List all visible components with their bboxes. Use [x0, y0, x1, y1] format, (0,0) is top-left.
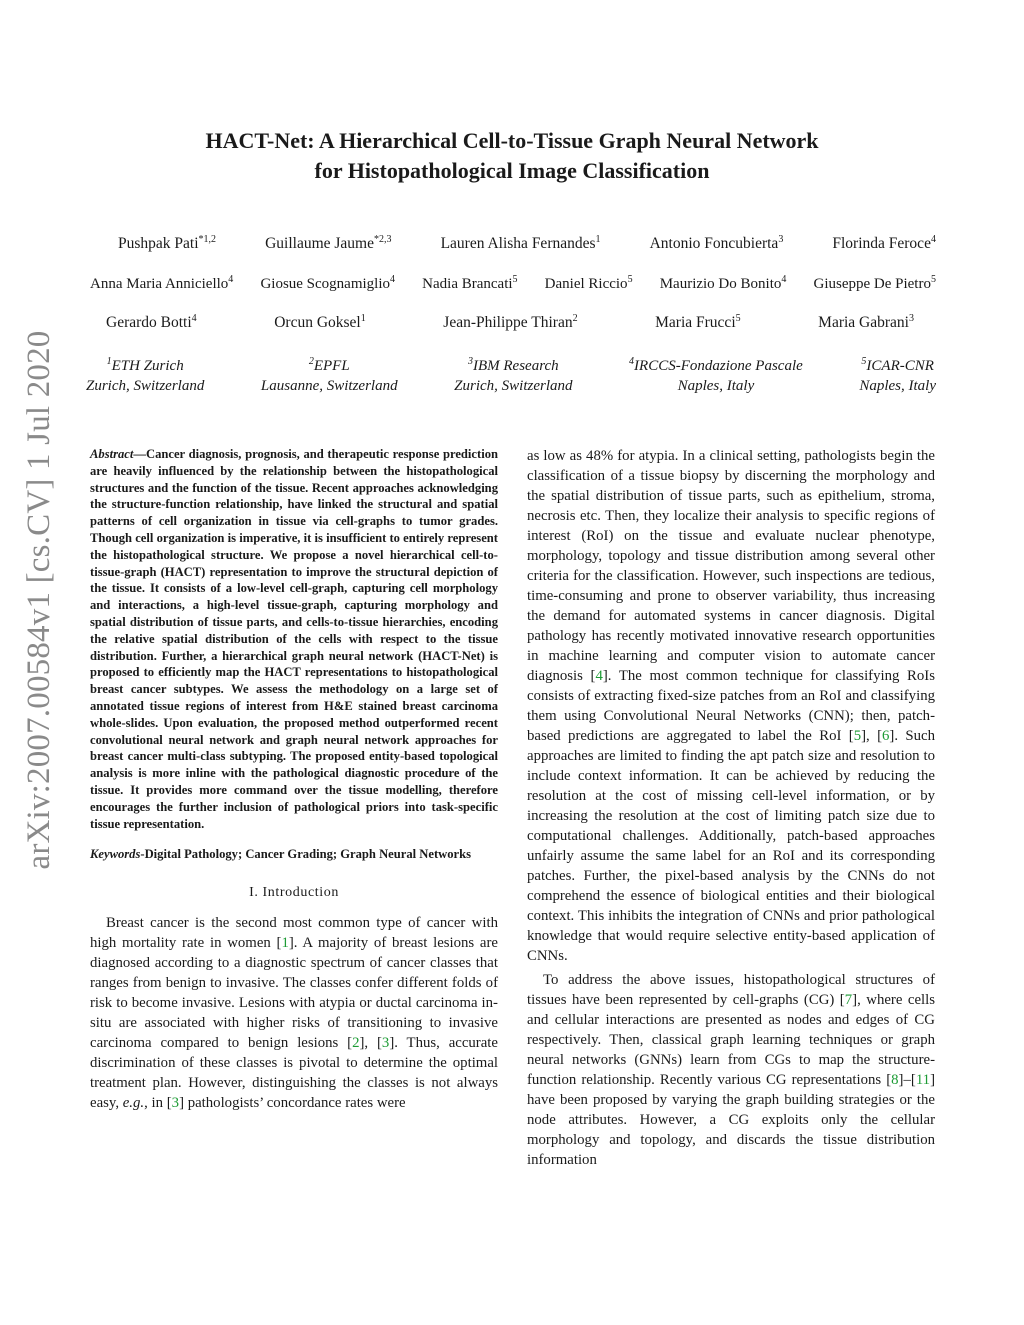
citation-link[interactable]: 4: [595, 668, 603, 684]
paragraph-text: To address the above issues, histopathological structures of tissues have been represented by cell-graphs (CG) [: [527, 972, 935, 1008]
abstract-text: —Cancer diagnosis, prognosis, and therapeutic response prediction are heavily influenced by the relationship between the histopathological structures and the function of the tissue. Recent approaches acknowledging the structure-function relationship, have linked the structural and spatial patterns of cell organization in tissue via cell-graphs to tumor grades. Though cell organization is imperative, it is insufficient to entirely represent the histopathological structure. We propose a novel hierarchical cell-to-tissue-graph (HACT) representation to improve the structural depiction of the tissue. It consists of a low-level cell-graph, capturing cell morphology and interactions, a high-level tissue-graph, capturing morphology and spatial distribution of tissue parts, and cells-to-tissue hierarchies, encoding the relative spatial distribution of the cells with respect to the tissue distribution. Further, a hierarchical graph neural network (HACT-Net) is proposed to efficiently map the HACT representations to histopathological breast cancer subtypes. We assess the methodology on a large set of annotated tissue regions of interest from H&E stained breast carcinoma whole-slides. Upon evaluation, the proposed method outperformed recent convolutional neural network and graph neural network approaches for breast cancer multi-class subtyping. The proposed entity-based topological analysis is more inline with the pathological diagnostic procedure of the tissue. It provides more command over the tissue modelling, therefore encourages the further inclusion of pathological priors into task-specific tissue representation.: [90, 447, 498, 831]
citation-link[interactable]: 1: [281, 935, 289, 952]
affiliation-number: 4: [629, 356, 635, 367]
author-affiliation-mark: 4: [930, 234, 936, 245]
author-name-text: Pushpak Pati: [118, 235, 199, 253]
keywords-text: -Digital Pathology; Cancer Grading; Graph Neural Networks: [140, 847, 472, 862]
author-name: [422, 274, 517, 293]
affiliation-name: IRCCS-Fondazione Pascale: [634, 358, 803, 374]
author-name: [274, 313, 366, 332]
author-name-text: Maurizio Do Bonito: [659, 276, 782, 292]
author-name-text: Florinda Feroce: [832, 235, 931, 253]
author-name-text: Anna Maria Anniciello: [90, 276, 229, 292]
paragraph-text: ], where cells and cellular interactions are presented as nodes and edges of CG respectively. Then, classical graph learning techniques or graph neural networks (GNNs) learn from CGs to map the structure-function relationship. Recently various CG representations [: [527, 992, 936, 1088]
paragraph-text: ] have been proposed by varying the graph building strategies or the node attributes. However, a CG exploits only the cellular morphology and topology, and discards the tissue distribution information: [527, 1072, 935, 1168]
paragraph-text: Breast cancer is the second most common type of cancer with high mortality rate in women [: [90, 915, 498, 952]
author-name: [818, 313, 914, 332]
author-name: [650, 234, 784, 253]
citation-link[interactable]: 3: [171, 1095, 180, 1112]
paragraph-text: ]. The most common technique for classifying RoIs consists of extracting fixed-size patches from an RoI and classifying them using Convolutional Neural Networks (CNN); then, patch-based predictions are aggregated to label the RoI [: [527, 668, 935, 744]
affiliation-name: ICAR-CNR: [866, 358, 934, 374]
author-name-text: Giosue Scognamiglio: [260, 276, 391, 292]
affiliation-number: 5: [861, 356, 867, 367]
affiliation-name: ETH Zurich: [111, 358, 184, 374]
paragraph-text: ]. Thus, accurate discrimination of these classes is pivotal to determine the optimal treatment plan. However, distinguishing the classes is not always easy,: [90, 1035, 498, 1112]
author-name: [660, 274, 787, 293]
citation-link[interactable]: 5: [853, 728, 862, 744]
arxiv-identifier-stamp[interactable]: [10, 240, 68, 960]
affiliation-place: Zurich, Switzerland: [86, 378, 205, 394]
citation-link[interactable]: 2: [352, 1035, 360, 1052]
affiliation-name: IBM Research: [472, 358, 559, 374]
arxiv-identifier-text: arXiv:2007.00584v1 [cs.CV] 1 Jul 2020: [21, 330, 57, 870]
abstract-label: Abstract: [90, 447, 134, 461]
author-name-text: Jean-Philippe Thiran: [443, 314, 573, 332]
citation-link[interactable]: 11: [915, 1072, 931, 1088]
author-name: [260, 274, 395, 293]
author-affiliation-mark: 4: [781, 274, 787, 285]
authors-row-2: [90, 274, 936, 293]
section-heading-introduction: I. Introduction: [249, 885, 339, 901]
author-affiliation-mark: 5: [627, 274, 633, 285]
affiliation-place: Naples, Italy: [677, 378, 755, 394]
affiliation: [86, 352, 204, 396]
authors-row-1: [118, 234, 936, 253]
right-column: [527, 446, 935, 1170]
authors-row-3: [106, 313, 914, 332]
author-affiliation-mark: 5: [930, 274, 936, 285]
author-affiliation-mark: 5: [735, 313, 741, 324]
paragraph-text: ] pathologists’ concordance rates were: [179, 1095, 406, 1112]
left-column: [90, 446, 498, 1113]
citation-link[interactable]: 6: [882, 728, 890, 744]
introduction-paragraph-2: [527, 970, 935, 1170]
author-name-text: Giuseppe De Pietro: [813, 276, 931, 292]
author-name: [832, 234, 936, 253]
author-affiliation-mark: 1: [360, 313, 366, 324]
author-name-text: Antonio Foncubierta: [649, 235, 779, 253]
author-name: [655, 313, 740, 332]
affiliation-number: 2: [308, 356, 314, 367]
affiliation-place: Zurich, Switzerland: [454, 378, 573, 394]
author-name: [814, 274, 936, 293]
citation-link[interactable]: 7: [844, 992, 853, 1008]
author-name-text: Lauren Alisha Fernandes: [440, 235, 596, 253]
keywords-label: Keywords: [90, 847, 141, 862]
affiliation-number: 3: [467, 356, 473, 367]
italic-text: e.g.: [122, 1095, 145, 1112]
affiliation: [629, 352, 803, 396]
author-name-text: Daniel Riccio: [544, 276, 628, 292]
author-affiliation-mark: 2: [572, 313, 578, 324]
author-affiliation-mark: *2,3: [374, 234, 392, 245]
affiliation-place: Naples, Italy: [859, 378, 936, 394]
paragraph-text: ], [: [861, 728, 883, 744]
author-name: [118, 234, 216, 253]
author-affiliation-mark: 3: [778, 234, 784, 245]
author-name-text: Maria Frucci: [655, 314, 736, 332]
paragraph-text: , in [: [144, 1095, 172, 1112]
introduction-paragraph-1-continued: [527, 446, 935, 966]
paragraph-text: ]–[: [898, 1072, 916, 1088]
author-name: [90, 274, 233, 293]
author-name-text: Nadia Brancati: [422, 276, 513, 292]
author-affiliation-mark: 4: [228, 274, 234, 285]
author-name-text: Orcun Goksel: [274, 314, 361, 332]
introduction-paragraph-1: [90, 913, 498, 1113]
author-affiliation-mark: *1,2: [198, 234, 217, 245]
paper-title: [150, 126, 874, 186]
affiliation: [261, 352, 398, 396]
author-name: [265, 234, 391, 253]
affiliation-place: Lausanne, Switzerland: [260, 378, 398, 394]
author-affiliation-mark: 5: [512, 274, 518, 285]
author-name-text: Guillaume Jaume: [265, 235, 374, 253]
paragraph-text: ]. Such approaches are limited to finding the apt patch size and resolution to include context information. It can be achieved by reducing the resolution at the cost of missing cell-level information, or by increasing the resolution at the cost of limiting patch size due to computational challenges. Additionally, patch-based approaches unfairly assume the same label for an RoI and its corresponding patches. Further, the pixel-based analysis by the CNNs do not comprehend the essence of biological entities and their biological context. This inhibits the integration of CNNs and prior pathological knowledge that would require selective entity-based application of CNNs.: [527, 728, 935, 964]
affiliation-name: EPFL: [313, 358, 350, 374]
author-affiliation-mark: 4: [390, 274, 396, 285]
paragraph-text: ], [: [359, 1035, 382, 1052]
author-name: [545, 274, 633, 293]
affiliation: [454, 352, 572, 396]
title-line-1: HACT-Net: A Hierarchical Cell-to-Tissue Graph Neural Network: [205, 128, 819, 153]
affiliations: [86, 352, 936, 396]
keywords: [90, 846, 498, 863]
author-name: [106, 313, 197, 332]
author-affiliation-mark: 3: [908, 313, 914, 324]
affiliation-number: 1: [106, 356, 112, 367]
citation-link[interactable]: 8: [891, 1072, 899, 1088]
author-affiliation-mark: 4: [191, 313, 197, 324]
author-name: [441, 234, 601, 253]
author-name: [443, 313, 577, 332]
author-affiliation-mark: 1: [595, 234, 601, 245]
abstract: [90, 446, 498, 832]
title-line-2: for Histopathological Image Classification: [314, 158, 710, 183]
affiliation: [859, 352, 936, 396]
paragraph-text: ]. A majority of breast lesions are diagnosed according to a diagnostic spectrum of cancer classes that ranges from benign to invasive. The classes confer different folds of risk to become invasive. Lesions with atypia or ductal carcinoma in-situ are associated with higher risks of transitioning to invasive carcinoma compared to benign lesions [: [90, 935, 498, 1052]
citation-link[interactable]: 3: [381, 1035, 390, 1052]
paragraph-text: as low as 48% for atypia. In a clinical setting, pathologists begin the classification of a tissue biopsy by discerning the morphology and the spatial distribution of tissue parts, such as epithelium, stroma, necrosis etc. Then, they localize their analysis to specific regions of interest (RoI) on the tissue and evaluate nuclear phenotype, morphology, topology and tissue distribution among several other criteria for the classification. However, such inspections are tedious, time-consuming and prone to observer variability, thus increasing the demand for automated systems in cancer diagnosis. Digital pathology has recently motivated innovative research opportunities in machine learning and computer vision to automate cancer diagnosis [: [527, 448, 935, 684]
author-name-text: Maria Gabrani: [818, 314, 909, 332]
author-name-text: Gerardo Botti: [106, 314, 192, 332]
